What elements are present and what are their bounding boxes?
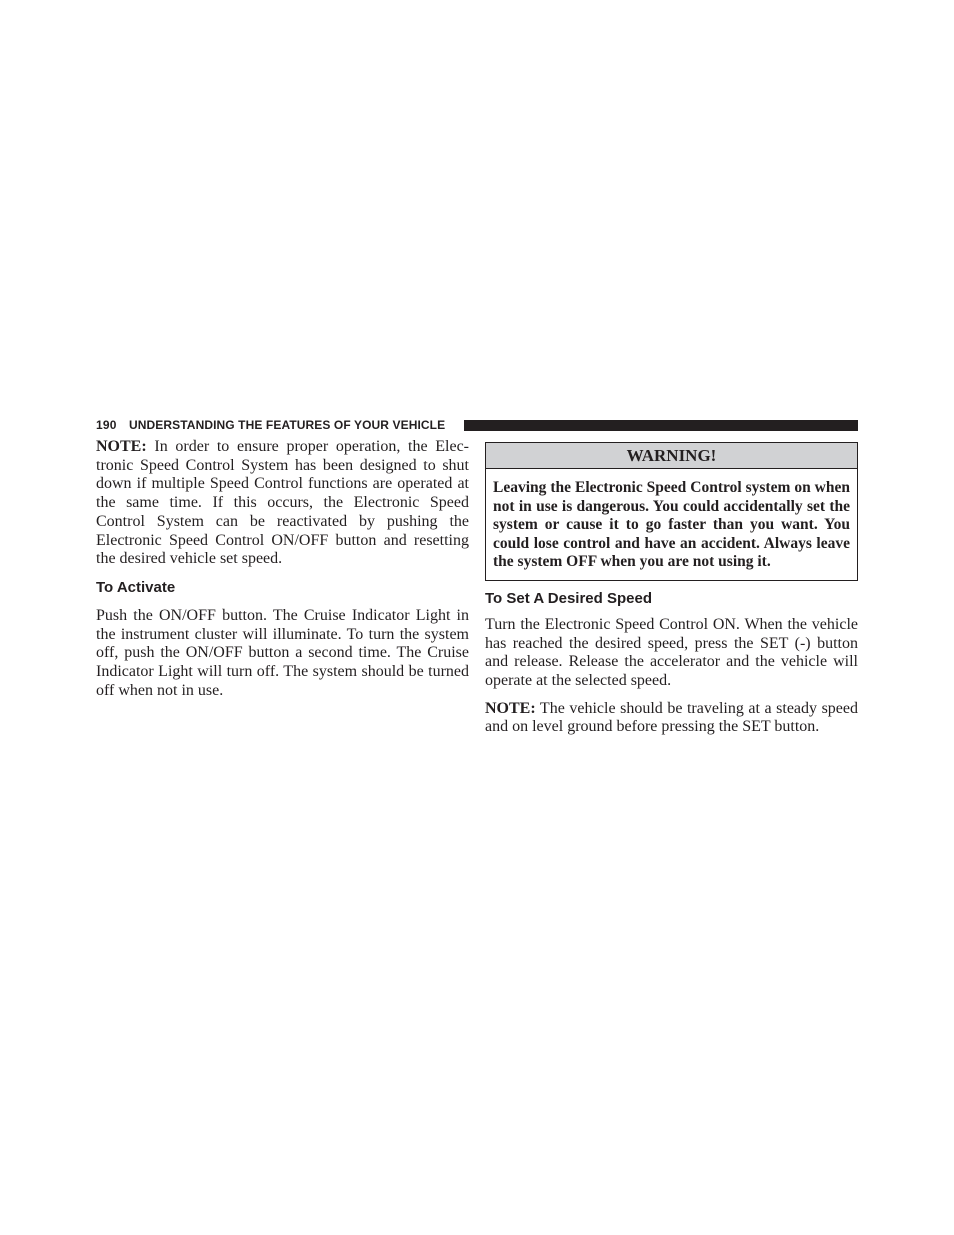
left-column: [96, 438, 469, 700]
note-text: The vehicle should be traveling at a steady speed and on level ground before pressing the SET button.: [485, 699, 858, 736]
note-text: In order to ensure proper operation, the Electronic Speed Control System has been designed to shut down if multiple Speed Control functions are operated at the same time. If this occurs, the Electronic Speed Control System can be reactivated by pushing the Electronic Speed Control ON/OFF button and resetting the desired vehicle set speed.: [96, 438, 469, 568]
header-rule-bar: [464, 420, 858, 431]
warning-text: Leaving the Electronic Speed Control system on when not in use is dangerous. You could accidentally set the system or cause it to go faster than you want. You could lose control and have an accident. Always leave the system OFF when you are not using it.: [493, 479, 850, 571]
set-speed-note-paragraph: [485, 700, 858, 737]
warning-box: [485, 442, 858, 581]
note-paragraph: [96, 438, 469, 569]
set-speed-heading: To Set A Desired Speed: [485, 589, 652, 607]
note-label: NOTE:: [96, 438, 147, 455]
to-activate-paragraph: Push the ON/OFF button. The Cruise Indicator Light in the instrument cluster will illuminate. To turn the system off, push the ON/OFF button a second time. The Cruise Indicator Light will turn off. The system should be turned off when not in use.: [96, 606, 469, 699]
set-speed-paragraph: Turn the Electronic Speed Control ON. When the vehicle has reached the desired speed, press the SET (-) button and release. Release the accelerator and the vehicle will operate at the selected speed.: [485, 615, 858, 690]
warning-title: WARNING!: [486, 443, 857, 469]
page-number: 190: [96, 418, 117, 432]
section-title: UNDERSTANDING THE FEATURES OF YOUR VEHICLE: [129, 418, 446, 432]
to-activate-heading: To Activate: [96, 578, 176, 596]
note-label: NOTE:: [485, 699, 536, 717]
page-header: [96, 416, 858, 434]
right-column: [485, 442, 858, 737]
